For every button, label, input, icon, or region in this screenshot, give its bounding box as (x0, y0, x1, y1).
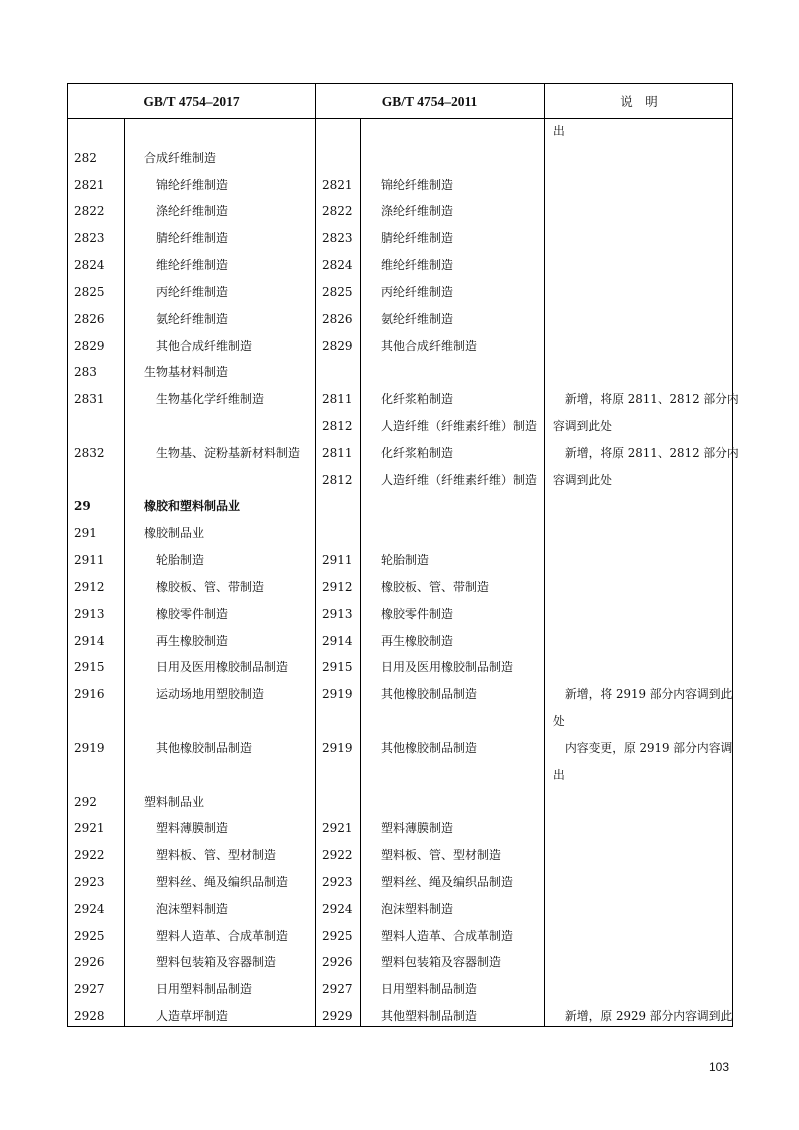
code-2011-cell: 2826 (322, 312, 353, 326)
code-2017-cell: 2912 (74, 580, 105, 594)
code-2017-cell: 2914 (74, 634, 105, 648)
code-2011-cell: 2914 (322, 634, 353, 648)
name-2017-cell: 塑料板、管、型材制造 (156, 848, 277, 862)
name-2017-cell: 合成纤维制造 (144, 151, 217, 165)
code-2017-cell: 2829 (74, 339, 105, 353)
name-2017-cell: 橡胶和塑料制品业 (144, 499, 241, 513)
name-2011-cell: 其他塑料制品制造 (381, 1009, 478, 1023)
name-2011-cell: 锦纶纤维制造 (381, 178, 454, 192)
code-2011-cell: 2919 (322, 687, 353, 701)
name-2017-cell: 塑料制品业 (144, 795, 205, 809)
name-2017-cell: 氨纶纤维制造 (156, 312, 229, 326)
note-cell: 内容变更，原 2919 部分内容调 (565, 741, 733, 755)
name-2017-cell: 轮胎制造 (156, 553, 205, 567)
code-2017-cell: 2825 (74, 285, 105, 299)
code-2017-cell: 2925 (74, 929, 105, 943)
code-2017-cell: 2915 (74, 660, 105, 674)
header-gbt-2011: GB/T 4754–2011 (381, 94, 478, 109)
name-2017-cell: 再生橡胶制造 (156, 634, 229, 648)
name-2017-cell: 塑料包装箱及容器制造 (156, 955, 277, 969)
note-cell: 新增，将 2919 部分内容调到此 (565, 687, 733, 701)
code-2011-cell: 2812 (322, 419, 353, 433)
code-2011-cell: 2929 (322, 1009, 353, 1023)
code-2011-cell: 2915 (322, 660, 353, 674)
name-2017-cell: 橡胶制品业 (144, 526, 205, 540)
code-2011-cell: 2927 (322, 982, 353, 996)
name-2011-cell: 橡胶板、管、带制造 (381, 580, 490, 594)
code-2017-cell: 2926 (74, 955, 105, 969)
name-2011-cell: 人造纤维（纤维素纤维）制造 (381, 473, 538, 487)
code-2017-cell: 2831 (74, 392, 105, 406)
code-2017-cell: 2928 (74, 1009, 105, 1023)
name-2011-cell: 其他合成纤维制造 (381, 339, 478, 353)
name-2011-cell: 泡沫塑料制造 (381, 902, 454, 916)
code-2011-cell: 2824 (322, 258, 353, 272)
name-2017-cell: 日用塑料制品制造 (156, 982, 253, 996)
code-2017-cell: 283 (74, 365, 97, 379)
name-2017-cell: 锦纶纤维制造 (156, 178, 229, 192)
code-2011-cell: 2822 (322, 204, 353, 218)
code-2011-cell: 2922 (322, 848, 353, 862)
code-2011-cell: 2924 (322, 902, 353, 916)
code-2017-cell: 2824 (74, 258, 105, 272)
code-2011-cell: 2923 (322, 875, 353, 889)
code-2017-cell: 2927 (74, 982, 105, 996)
name-2017-cell: 其他橡胶制品制造 (156, 741, 253, 755)
note-cell: 出 (553, 768, 565, 782)
code-2011-cell: 2926 (322, 955, 353, 969)
code-2011-cell: 2823 (322, 231, 353, 245)
note-cell: 容调到此处 (553, 473, 612, 487)
name-2011-cell: 塑料丝、绳及编织品制造 (381, 875, 514, 889)
code-2011-cell: 2812 (322, 473, 353, 487)
code-2011-cell: 2912 (322, 580, 353, 594)
name-2011-cell: 塑料薄膜制造 (381, 821, 454, 835)
note-cell: 新增，原 2929 部分内容调到此 (565, 1009, 733, 1023)
comparison-table (67, 83, 739, 1027)
name-2017-cell: 塑料人造革、合成革制造 (156, 929, 289, 943)
name-2011-cell: 橡胶零件制造 (381, 607, 454, 621)
name-2011-cell: 塑料包装箱及容器制造 (381, 955, 502, 969)
code-2017-cell: 292 (74, 795, 97, 809)
name-2017-cell: 塑料薄膜制造 (156, 821, 229, 835)
name-2017-cell: 塑料丝、绳及编织品制造 (156, 875, 289, 889)
code-2017-cell: 2823 (74, 231, 105, 245)
name-2011-cell: 塑料人造革、合成革制造 (381, 929, 514, 943)
code-2017-cell: 2919 (74, 741, 105, 755)
table-body (68, 84, 739, 1028)
note-cell: 新增，将原 2811、2812 部分内 (565, 392, 739, 406)
code-2017-cell: 2821 (74, 178, 105, 192)
name-2011-cell: 化纤浆粕制造 (381, 392, 454, 406)
header-note: 说 明 (620, 95, 658, 109)
name-2011-cell: 涤纶纤维制造 (381, 204, 454, 218)
code-2017-cell: 291 (74, 526, 97, 540)
code-2017-cell: 29 (74, 499, 91, 513)
name-2017-cell: 其他合成纤维制造 (156, 339, 253, 353)
code-2017-cell: 2911 (74, 553, 105, 567)
name-2017-cell: 橡胶板、管、带制造 (156, 580, 265, 594)
code-2017-cell: 2832 (74, 446, 105, 460)
code-2011-cell: 2811 (322, 392, 353, 406)
page-number: 103 (709, 1060, 730, 1074)
name-2011-cell: 日用及医用橡胶制品制造 (381, 660, 514, 674)
note-cell: 出 (553, 124, 565, 138)
code-2017-cell: 2916 (74, 687, 105, 701)
code-2017-cell: 2922 (74, 848, 105, 862)
note-cell: 处 (553, 714, 565, 728)
note-cell: 容调到此处 (553, 419, 612, 433)
code-2017-cell: 2923 (74, 875, 105, 889)
name-2017-cell: 生物基、淀粉基新材料制造 (156, 446, 301, 460)
code-2017-cell: 2913 (74, 607, 105, 621)
name-2011-cell: 其他橡胶制品制造 (381, 687, 478, 701)
name-2011-cell: 丙纶纤维制造 (381, 285, 454, 299)
name-2017-cell: 运动场地用塑胶制造 (156, 687, 265, 701)
name-2011-cell: 轮胎制造 (381, 553, 430, 567)
name-2011-cell: 再生橡胶制造 (381, 634, 454, 648)
header-gbt-2017: GB/T 4754–2017 (143, 94, 240, 109)
name-2017-cell: 橡胶零件制造 (156, 607, 229, 621)
code-2011-cell: 2921 (322, 821, 353, 835)
code-2011-cell: 2829 (322, 339, 353, 353)
name-2011-cell: 人造纤维（纤维素纤维）制造 (381, 419, 538, 433)
name-2011-cell: 日用塑料制品制造 (381, 982, 478, 996)
name-2011-cell: 维纶纤维制造 (381, 258, 454, 272)
code-2011-cell: 2919 (322, 741, 353, 755)
name-2011-cell: 化纤浆粕制造 (381, 446, 454, 460)
code-2011-cell: 2825 (322, 285, 353, 299)
code-2011-cell: 2811 (322, 446, 353, 460)
name-2017-cell: 维纶纤维制造 (156, 258, 229, 272)
code-2017-cell: 282 (74, 151, 97, 165)
code-2017-cell: 2924 (74, 902, 105, 916)
code-2017-cell: 2822 (74, 204, 105, 218)
name-2011-cell: 腈纶纤维制造 (381, 231, 454, 245)
code-2011-cell: 2913 (322, 607, 353, 621)
name-2017-cell: 丙纶纤维制造 (156, 285, 229, 299)
name-2017-cell: 泡沫塑料制造 (156, 902, 229, 916)
note-cell: 新增，将原 2811、2812 部分内 (565, 446, 739, 460)
code-2017-cell: 2826 (74, 312, 105, 326)
name-2017-cell: 日用及医用橡胶制品制造 (156, 660, 289, 674)
name-2017-cell: 生物基化学纤维制造 (156, 392, 265, 406)
code-2017-cell: 2921 (74, 821, 105, 835)
name-2011-cell: 其他橡胶制品制造 (381, 741, 478, 755)
name-2017-cell: 涤纶纤维制造 (156, 204, 229, 218)
name-2017-cell: 人造草坪制造 (156, 1009, 229, 1023)
code-2011-cell: 2911 (322, 553, 353, 567)
name-2011-cell: 氨纶纤维制造 (381, 312, 454, 326)
name-2011-cell: 塑料板、管、型材制造 (381, 848, 502, 862)
code-2011-cell: 2821 (322, 178, 353, 192)
code-2011-cell: 2925 (322, 929, 353, 943)
name-2017-cell: 生物基材料制造 (144, 365, 229, 379)
name-2017-cell: 腈纶纤维制造 (156, 231, 229, 245)
